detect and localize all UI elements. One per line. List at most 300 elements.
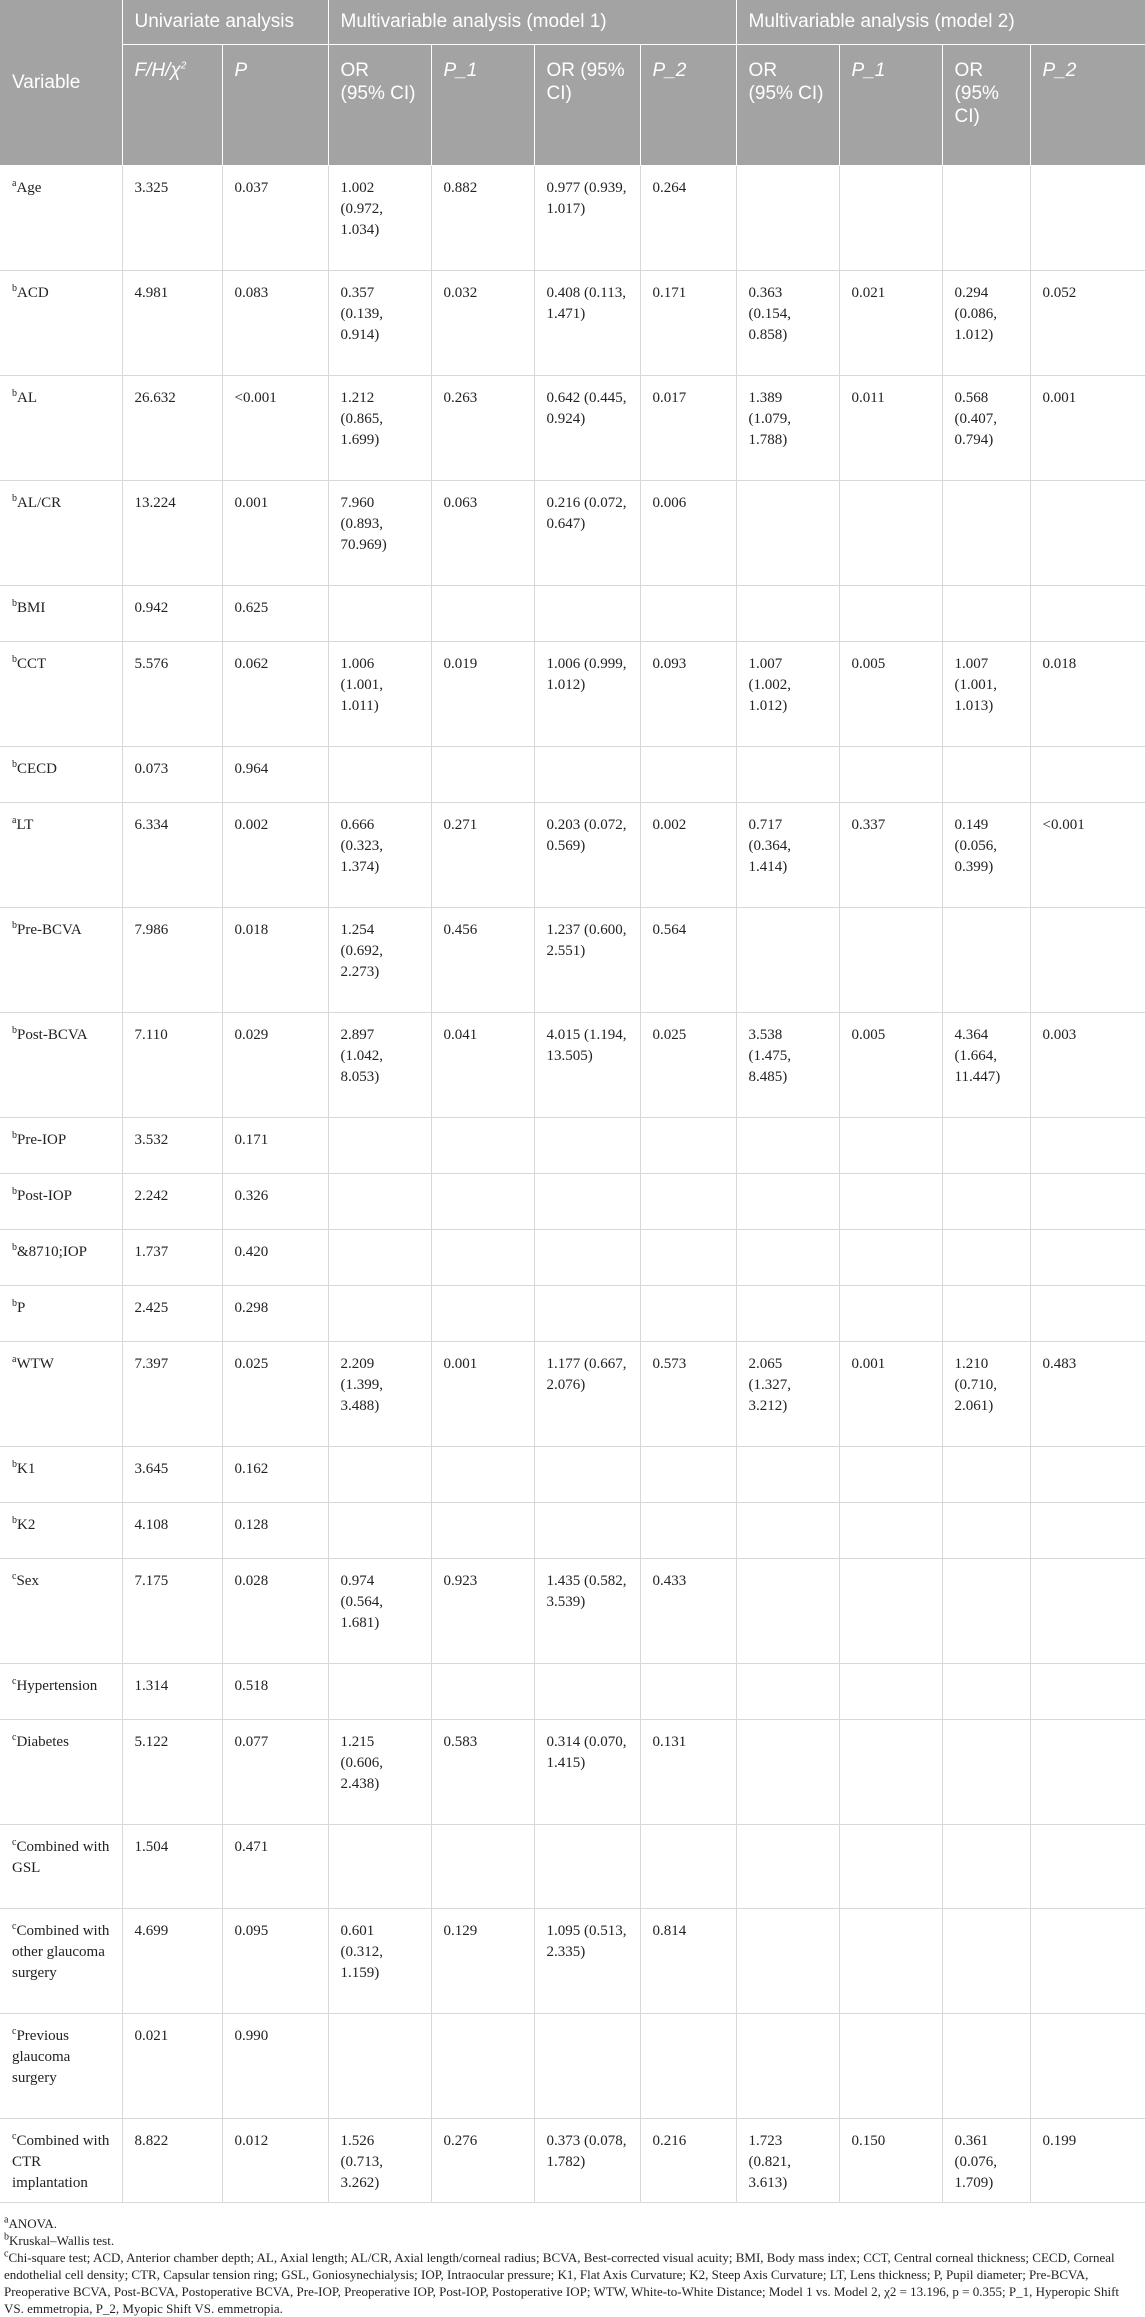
variable-name: Sex (16, 1573, 39, 1589)
cell-stat: 1.737 (122, 1230, 222, 1286)
cell-m2-or1 (736, 1447, 839, 1503)
cell-m2-or1: 2.065 (1.327, 3.212) (736, 1342, 839, 1447)
cell-m2-p1 (839, 747, 942, 803)
table-row (0, 1720, 1145, 1825)
cell-m2-p2 (1030, 747, 1145, 803)
cell-m2-p1 (839, 1286, 942, 1342)
cell-m2-or2 (942, 1286, 1030, 1342)
variable-cell (0, 1447, 122, 1503)
header-model-2: Multivariable analysis (model 2) (736, 0, 1145, 45)
test-marker: b (12, 283, 17, 294)
cell-m2-or2 (942, 1664, 1030, 1720)
variable-cell (0, 1013, 122, 1118)
cell-stat: 7.986 (122, 908, 222, 1013)
cell-m1-p1: 0.263 (431, 376, 534, 481)
cell-m2-or1: 1.007 (1.002, 1.012) (736, 642, 839, 747)
variable-name: Hypertension (16, 1678, 98, 1694)
cell-m2-p2 (1030, 908, 1145, 1013)
variable-name: WTW (16, 1356, 54, 1372)
cell-m1-or2 (534, 1174, 640, 1230)
cell-m1-p1: 0.276 (431, 2119, 534, 2203)
cell-m2-or2 (942, 747, 1030, 803)
variable-name: &8710;IOP (17, 1244, 88, 1260)
cell-stat: 1.314 (122, 1664, 222, 1720)
header-row-columns (0, 45, 1145, 166)
cell-m2-p2 (1030, 166, 1145, 271)
variable-cell (0, 376, 122, 481)
cell-m2-or1 (736, 1664, 839, 1720)
test-marker: b (12, 759, 17, 770)
cell-m2-p2 (1030, 1286, 1145, 1342)
cell-m1-p2: 0.814 (640, 1909, 736, 2014)
header-m2-p2: P_2 (1030, 45, 1145, 166)
cell-stat: 3.645 (122, 1447, 222, 1503)
table-row (0, 586, 1145, 642)
variable-cell (0, 908, 122, 1013)
cell-m1-or2 (534, 1447, 640, 1503)
cell-m1-p1: 0.032 (431, 271, 534, 376)
header-row-groups (0, 0, 1145, 45)
variable-name: Combined with GSL (12, 1839, 110, 1876)
cell-m2-or2: 1.007 (1.001, 1.013) (942, 642, 1030, 747)
cell-m1-or1 (328, 1825, 431, 1909)
cell-m2-or2: 1.210 (0.710, 2.061) (942, 1342, 1030, 1447)
test-marker: b (12, 1298, 17, 1309)
cell-m1-or2 (534, 747, 640, 803)
header-model-1: Multivariable analysis (model 1) (328, 0, 736, 45)
cell-m1-p2: 0.131 (640, 1720, 736, 1825)
cell-m1-p2: 0.433 (640, 1559, 736, 1664)
cell-m2-or1 (736, 1825, 839, 1909)
cell-m1-or1: 0.601 (0.312, 1.159) (328, 1909, 431, 2014)
cell-m2-p2 (1030, 1447, 1145, 1503)
variable-name: CECD (17, 761, 58, 777)
cell-m2-p1 (839, 586, 942, 642)
table-row (0, 1174, 1145, 1230)
table-row (0, 1013, 1145, 1118)
table-row (0, 481, 1145, 586)
test-marker: b (12, 388, 17, 399)
cell-m2-or2: 0.149 (0.056, 0.399) (942, 803, 1030, 908)
cell-m2-p1: 0.011 (839, 376, 942, 481)
cell-m1-p1: 0.001 (431, 1342, 534, 1447)
cell-m2-or1 (736, 1720, 839, 1825)
cell-m1-p2: 0.171 (640, 271, 736, 376)
cell-m2-or1 (736, 1174, 839, 1230)
cell-stat: 5.122 (122, 1720, 222, 1825)
cell-m1-or1: 1.254 (0.692, 2.273) (328, 908, 431, 1013)
variable-name: AL/CR (17, 495, 62, 511)
variable-cell (0, 803, 122, 908)
cell-m1-p1: 0.129 (431, 1909, 534, 2014)
cell-p: 0.062 (222, 642, 328, 747)
footnotes (0, 2203, 1145, 2317)
cell-p: 0.028 (222, 1559, 328, 1664)
cell-m1-p2 (640, 1503, 736, 1559)
variable-name: Pre-IOP (17, 1132, 67, 1148)
variable-cell (0, 1230, 122, 1286)
cell-m2-or2: 0.361 (0.076, 1.709) (942, 2119, 1030, 2203)
cell-m1-p2: 0.573 (640, 1342, 736, 1447)
table-row (0, 1342, 1145, 1447)
footnote-marker: b (4, 2231, 9, 2243)
table-row (0, 166, 1145, 271)
variable-cell (0, 1118, 122, 1174)
cell-m2-p1 (839, 2014, 942, 2119)
cell-m1-p2 (640, 586, 736, 642)
cell-m1-or2: 0.203 (0.072, 0.569) (534, 803, 640, 908)
table-row (0, 1825, 1145, 1909)
cell-p: 0.298 (222, 1286, 328, 1342)
test-marker: b (12, 1459, 17, 1470)
cell-m1-or1 (328, 1503, 431, 1559)
cell-p: 0.001 (222, 481, 328, 586)
cell-m1-or2 (534, 1664, 640, 1720)
cell-m2-p2: 0.483 (1030, 1342, 1145, 1447)
cell-m1-or1: 1.002 (0.972, 1.034) (328, 166, 431, 271)
cell-m2-p1: 0.005 (839, 1013, 942, 1118)
cell-stat: 0.942 (122, 586, 222, 642)
variable-name: Age (16, 180, 42, 196)
cell-m1-p1: 0.271 (431, 803, 534, 908)
cell-m2-p2: 0.018 (1030, 642, 1145, 747)
cell-p: 0.037 (222, 166, 328, 271)
cell-m2-or2 (942, 1447, 1030, 1503)
variable-cell (0, 747, 122, 803)
cell-m2-or2 (942, 586, 1030, 642)
variable-name: CCT (17, 656, 47, 672)
cell-p: 0.326 (222, 1174, 328, 1230)
cell-m1-or2: 0.642 (0.445, 0.924) (534, 376, 640, 481)
variable-cell (0, 166, 122, 271)
cell-m2-p2 (1030, 1720, 1145, 1825)
cell-m1-p2 (640, 1118, 736, 1174)
cell-m1-p2 (640, 2014, 736, 2119)
header-m1-p2: P_2 (640, 45, 736, 166)
cell-m1-or1: 0.357 (0.139, 0.914) (328, 271, 431, 376)
cell-m1-or1: 1.006 (1.001, 1.011) (328, 642, 431, 747)
cell-m2-p2 (1030, 1174, 1145, 1230)
cell-m1-p2 (640, 1230, 736, 1286)
variable-name: Previous glaucoma surgery (12, 2028, 71, 2086)
variable-cell (0, 1559, 122, 1664)
cell-m1-or2: 1.177 (0.667, 2.076) (534, 1342, 640, 1447)
footnote (4, 2232, 1141, 2249)
cell-m1-p1: 0.882 (431, 166, 534, 271)
cell-m1-or2: 0.373 (0.078, 1.782) (534, 2119, 640, 2203)
cell-m1-or2 (534, 1503, 640, 1559)
cell-m2-or2 (942, 1909, 1030, 2014)
cell-stat: 3.532 (122, 1118, 222, 1174)
cell-m2-or2 (942, 166, 1030, 271)
cell-m2-p2 (1030, 481, 1145, 586)
cell-m1-or1: 2.897 (1.042, 8.053) (328, 1013, 431, 1118)
variable-name: Combined with other glaucoma surgery (12, 1923, 110, 1981)
cell-m1-or1 (328, 2014, 431, 2119)
cell-m2-p2: 0.003 (1030, 1013, 1145, 1118)
cell-p: 0.077 (222, 1720, 328, 1825)
cell-m2-p1 (839, 1174, 942, 1230)
table-row (0, 2014, 1145, 2119)
cell-m2-p1 (839, 1118, 942, 1174)
cell-m2-p1 (839, 1447, 942, 1503)
cell-stat: 0.073 (122, 747, 222, 803)
cell-m1-p2: 0.002 (640, 803, 736, 908)
variable-name: LT (16, 817, 34, 833)
variable-name: Combined with CTR implantation (12, 2133, 110, 2191)
cell-m1-or1 (328, 747, 431, 803)
variable-cell (0, 481, 122, 586)
cell-m1-or1: 7.960 (0.893, 70.969) (328, 481, 431, 586)
test-marker: a (12, 815, 17, 826)
cell-m1-or1 (328, 1230, 431, 1286)
cell-p: 0.518 (222, 1664, 328, 1720)
cell-m1-or1 (328, 1174, 431, 1230)
cell-stat: 8.822 (122, 2119, 222, 2203)
cell-m1-p1: 0.041 (431, 1013, 534, 1118)
table-row (0, 642, 1145, 747)
cell-m1-p1 (431, 1664, 534, 1720)
header-variable: Variable (0, 0, 122, 166)
cell-m2-p2 (1030, 1559, 1145, 1664)
variable-cell (0, 2014, 122, 2119)
cell-m2-or2 (942, 1503, 1030, 1559)
cell-m1-or2: 1.435 (0.582, 3.539) (534, 1559, 640, 1664)
cell-stat: 0.021 (122, 2014, 222, 2119)
table-row (0, 1286, 1145, 1342)
cell-p: 0.083 (222, 271, 328, 376)
header-stat: $F/H/\chi^2$ (122, 45, 222, 166)
cell-stat: 4.699 (122, 1909, 222, 2014)
cell-m2-or2 (942, 481, 1030, 586)
test-marker: a (12, 178, 17, 189)
cell-m2-p2 (1030, 1664, 1145, 1720)
cell-m2-p1 (839, 1230, 942, 1286)
variable-name: Pre-BCVA (17, 922, 82, 938)
cell-m2-or2 (942, 1720, 1030, 1825)
cell-m2-p2 (1030, 1825, 1145, 1909)
cell-m2-or2 (942, 1174, 1030, 1230)
variable-name: K1 (17, 1461, 36, 1477)
header-m1-p1: P_1 (431, 45, 534, 166)
cell-m2-or1: 0.363 (0.154, 0.858) (736, 271, 839, 376)
footnote (4, 2249, 1141, 2317)
footnote-text: Chi-square test; ACD, Anterior chamber depth; AL, Axial length; AL/CR, Axial length/corneal radius; BCVA, Best-corrected visual acuity; BMI, Body mass index; CCT, Central corneal thickness; CECD, Corneal endothelial cell density; CTR, Capsular tension ring; GSL, Goniosynechialysis; IOP, Intraocular pressure; K1, Flat Axis Curvature; K2, Steep Axis Curvature; LT, Lens thickness; P, Pupil diameter; Pre-BCVA, Preoperative BCVA, Post-BCVA, Postoperative BCVA, Pre-IOP, Preoperative IOP, Post-IOP, Postoperative IOP; WTW, White-to-White Distance; Model 1 vs. Model 2, χ2 = 13.196, p = 0.355; P_1, Hyperopic Shift VS. emmetropia, P_2, Myopic Shift VS. emmetropia. (4, 2250, 1120, 2316)
cell-m2-p2: 0.001 (1030, 376, 1145, 481)
cell-p: 0.029 (222, 1013, 328, 1118)
cell-m2-or1 (736, 1909, 839, 2014)
table-row (0, 747, 1145, 803)
variable-cell (0, 1720, 122, 1825)
cell-m1-or1 (328, 1118, 431, 1174)
cell-m2-or1 (736, 908, 839, 1013)
variable-name: ACD (17, 285, 49, 301)
cell-stat: 1.504 (122, 1825, 222, 1909)
cell-p: 0.002 (222, 803, 328, 908)
cell-m1-or2: 0.408 (0.113, 1.471) (534, 271, 640, 376)
cell-m1-p2: 0.564 (640, 908, 736, 1013)
cell-m2-or2 (942, 1230, 1030, 1286)
cell-m2-or1: 0.717 (0.364, 1.414) (736, 803, 839, 908)
cell-m1-p2: 0.216 (640, 2119, 736, 2203)
cell-m1-or1 (328, 1447, 431, 1503)
table-row (0, 1503, 1145, 1559)
variable-name: K2 (17, 1517, 36, 1533)
cell-m2-or1 (736, 747, 839, 803)
cell-m1-p1 (431, 1447, 534, 1503)
test-marker: b (12, 493, 17, 504)
cell-m2-p1 (839, 1559, 942, 1664)
variable-cell (0, 642, 122, 747)
variable-name: P (17, 1300, 26, 1316)
cell-m2-or1: 1.389 (1.079, 1.788) (736, 376, 839, 481)
cell-m2-p1 (839, 1720, 942, 1825)
table-row (0, 1447, 1145, 1503)
variable-name: Diabetes (16, 1734, 69, 1750)
variable-cell (0, 1174, 122, 1230)
cell-m1-p1: 0.583 (431, 1720, 534, 1825)
test-marker: b (12, 598, 17, 609)
cell-m2-or2 (942, 1559, 1030, 1664)
cell-m1-or2: 1.095 (0.513, 2.335) (534, 1909, 640, 2014)
cell-m1-or1 (328, 1286, 431, 1342)
variable-name: Post-BCVA (17, 1027, 88, 1043)
cell-m1-or2 (534, 1230, 640, 1286)
cell-m1-p1 (431, 2014, 534, 2119)
cell-m2-or2 (942, 1118, 1030, 1174)
cell-p: 0.162 (222, 1447, 328, 1503)
cell-m2-or1: 1.723 (0.821, 3.613) (736, 2119, 839, 2203)
cell-m1-or1: 0.666 (0.323, 1.374) (328, 803, 431, 908)
cell-m1-p1 (431, 1230, 534, 1286)
table-row (0, 1909, 1145, 2014)
test-marker: c (12, 1571, 17, 1582)
test-marker: c (12, 1676, 17, 1687)
cell-m2-or1 (736, 1559, 839, 1664)
cell-m2-or1 (736, 2014, 839, 2119)
cell-stat: 7.175 (122, 1559, 222, 1664)
cell-m1-p1 (431, 586, 534, 642)
test-marker: c (12, 2026, 17, 2037)
cell-m1-p2 (640, 1664, 736, 1720)
cell-m2-p2 (1030, 586, 1145, 642)
test-marker: b (12, 654, 17, 665)
variable-name: Post-IOP (17, 1188, 73, 1204)
test-marker: b (12, 1186, 17, 1197)
table-row (0, 376, 1145, 481)
cell-m1-p2: 0.006 (640, 481, 736, 586)
cell-m2-p1 (839, 1664, 942, 1720)
cell-m1-or1: 1.212 (0.865, 1.699) (328, 376, 431, 481)
cell-p: <0.001 (222, 376, 328, 481)
table-body (0, 166, 1145, 2203)
cell-stat: 3.325 (122, 166, 222, 271)
cell-m1-p1 (431, 1286, 534, 1342)
variable-cell (0, 586, 122, 642)
test-marker: c (12, 2131, 17, 2142)
cell-m1-p1: 0.063 (431, 481, 534, 586)
footnote (4, 2215, 1141, 2232)
header-m2-or-1: OR (95% CI) (736, 45, 839, 166)
cell-m2-or1 (736, 166, 839, 271)
cell-stat: 2.242 (122, 1174, 222, 1230)
cell-m2-or1 (736, 481, 839, 586)
cell-p: 0.012 (222, 2119, 328, 2203)
cell-stat: 5.576 (122, 642, 222, 747)
cell-m2-or1 (736, 1503, 839, 1559)
cell-m2-p1 (839, 1909, 942, 2014)
cell-m1-or2 (534, 1825, 640, 1909)
cell-m2-p1 (839, 481, 942, 586)
cell-m1-or2: 0.216 (0.072, 0.647) (534, 481, 640, 586)
variable-cell (0, 1342, 122, 1447)
test-marker: b (12, 1025, 17, 1036)
cell-m2-p1 (839, 1503, 942, 1559)
cell-m1-or1 (328, 586, 431, 642)
cell-p: 0.420 (222, 1230, 328, 1286)
variable-cell (0, 1503, 122, 1559)
cell-m1-p2: 0.093 (640, 642, 736, 747)
header-m1-or-2: OR (95% CI) (534, 45, 640, 166)
cell-m1-or2: 0.314 (0.070, 1.415) (534, 1720, 640, 1825)
cell-m1-p2 (640, 1174, 736, 1230)
header-m2-p1: P_1 (839, 45, 942, 166)
cell-stat: 26.632 (122, 376, 222, 481)
cell-m1-p1: 0.923 (431, 1559, 534, 1664)
cell-m1-p1 (431, 747, 534, 803)
cell-m1-p1 (431, 1118, 534, 1174)
variable-cell (0, 1664, 122, 1720)
test-marker: b (12, 920, 17, 931)
cell-m1-or1: 1.215 (0.606, 2.438) (328, 1720, 431, 1825)
variable-cell (0, 2119, 122, 2203)
cell-m1-p1: 0.019 (431, 642, 534, 747)
cell-p: 0.171 (222, 1118, 328, 1174)
cell-p: 0.990 (222, 2014, 328, 2119)
cell-m2-p2: <0.001 (1030, 803, 1145, 908)
variable-cell (0, 1909, 122, 2014)
cell-m2-or2 (942, 1825, 1030, 1909)
table-row (0, 271, 1145, 376)
test-marker: b (12, 1130, 17, 1141)
table-row (0, 1118, 1145, 1174)
cell-stat: 7.397 (122, 1342, 222, 1447)
header-p: P (222, 45, 328, 166)
cell-m1-or1: 0.974 (0.564, 1.681) (328, 1559, 431, 1664)
cell-stat: 4.108 (122, 1503, 222, 1559)
cell-m2-p1: 0.150 (839, 2119, 942, 2203)
cell-m2-p2 (1030, 2014, 1145, 2119)
cell-m2-p1 (839, 908, 942, 1013)
footnote-text: ANOVA. (8, 2216, 57, 2231)
cell-m2-p1 (839, 166, 942, 271)
cell-p: 0.471 (222, 1825, 328, 1909)
cell-m2-or2 (942, 2014, 1030, 2119)
cell-m1-or1: 1.526 (0.713, 3.262) (328, 2119, 431, 2203)
cell-m1-or2 (534, 586, 640, 642)
test-marker: c (12, 1921, 17, 1932)
cell-m2-p1 (839, 1825, 942, 1909)
cell-m2-or1 (736, 1118, 839, 1174)
header-m1-or-1: OR (95% CI) (328, 45, 431, 166)
test-marker: a (12, 1354, 17, 1365)
cell-m1-p1 (431, 1174, 534, 1230)
cell-stat: 2.425 (122, 1286, 222, 1342)
test-marker: c (12, 1732, 17, 1743)
footnote-marker: a (4, 2214, 9, 2226)
variable-cell (0, 1825, 122, 1909)
cell-m1-p2: 0.017 (640, 376, 736, 481)
